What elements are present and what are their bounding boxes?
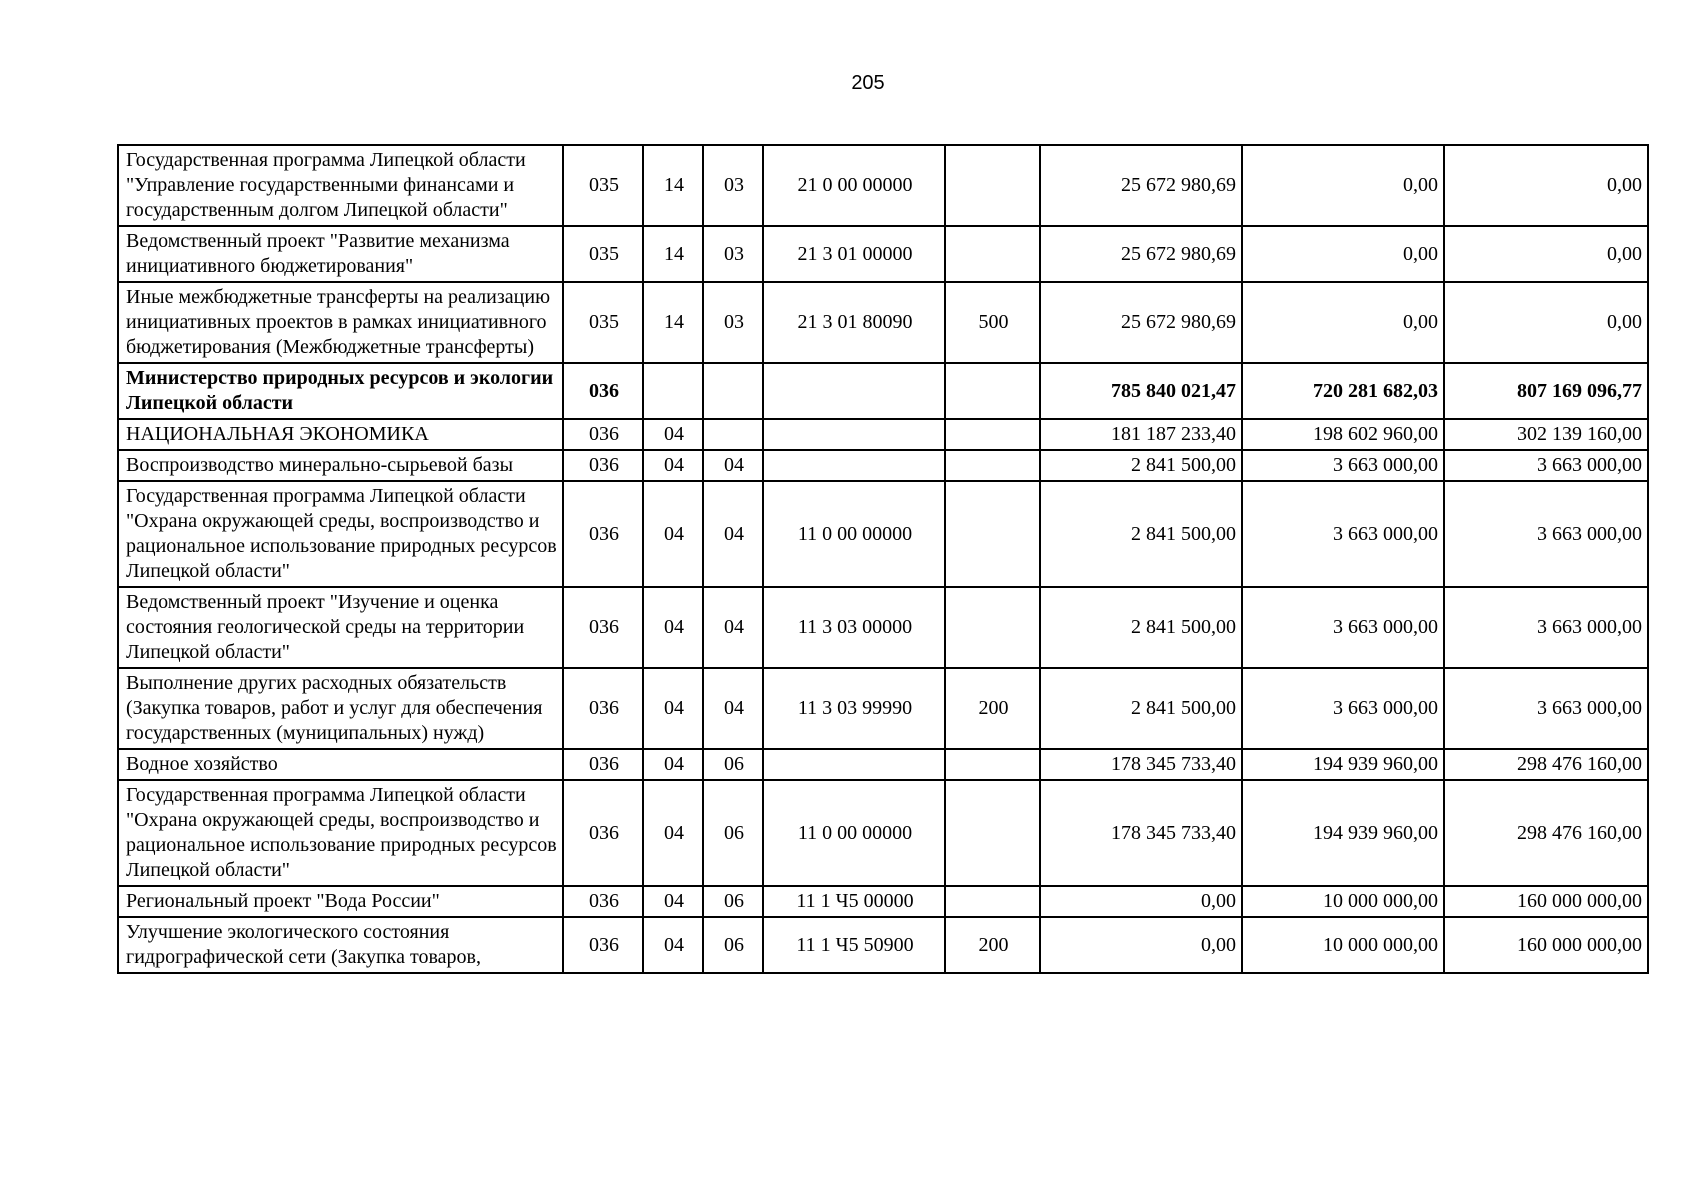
row-rz: 14	[643, 226, 703, 282]
row-name: Министерство природных ресурсов и экологии Липецкой области	[118, 363, 563, 419]
row-grbs: 036	[563, 587, 643, 668]
row-vr	[945, 886, 1040, 917]
row-vr	[945, 145, 1040, 226]
row-pr: 03	[703, 145, 763, 226]
table-row	[118, 749, 1648, 780]
row-sum-3: 160 000 000,00	[1444, 886, 1648, 917]
row-vr	[945, 780, 1040, 886]
row-sum-2: 3 663 000,00	[1242, 668, 1444, 749]
row-rz: 04	[643, 749, 703, 780]
row-grbs: 036	[563, 780, 643, 886]
row-name: Улучшение экологического состояния гидрографической сети (Закупка товаров,	[118, 917, 563, 973]
row-csr	[763, 450, 945, 481]
row-vr: 500	[945, 282, 1040, 363]
row-sum-1: 25 672 980,69	[1040, 226, 1242, 282]
row-sum-2: 198 602 960,00	[1242, 419, 1444, 450]
row-grbs: 036	[563, 668, 643, 749]
row-sum-1: 2 841 500,00	[1040, 450, 1242, 481]
row-grbs: 036	[563, 419, 643, 450]
row-sum-3: 3 663 000,00	[1444, 587, 1648, 668]
row-rz: 14	[643, 145, 703, 226]
row-sum-3: 3 663 000,00	[1444, 668, 1648, 749]
row-sum-2: 3 663 000,00	[1242, 481, 1444, 587]
row-grbs: 035	[563, 145, 643, 226]
row-csr: 11 3 03 99990	[763, 668, 945, 749]
row-csr: 11 1 Ч5 00000	[763, 886, 945, 917]
row-grbs: 036	[563, 450, 643, 481]
row-csr	[763, 419, 945, 450]
row-pr: 03	[703, 282, 763, 363]
row-csr: 21 3 01 80090	[763, 282, 945, 363]
row-rz: 04	[643, 450, 703, 481]
row-name: Ведомственный проект "Изучение и оценка состояния геологической среды на территории Липецкой области"	[118, 587, 563, 668]
row-pr: 03	[703, 226, 763, 282]
row-csr: 11 3 03 00000	[763, 587, 945, 668]
row-sum-2: 194 939 960,00	[1242, 780, 1444, 886]
row-sum-2: 10 000 000,00	[1242, 917, 1444, 973]
row-sum-2: 0,00	[1242, 226, 1444, 282]
row-sum-1: 178 345 733,40	[1040, 749, 1242, 780]
row-csr	[763, 363, 945, 419]
row-pr	[703, 419, 763, 450]
table-row	[118, 450, 1648, 481]
row-sum-1: 2 841 500,00	[1040, 668, 1242, 749]
row-grbs: 036	[563, 749, 643, 780]
row-name: НАЦИОНАЛЬНАЯ ЭКОНОМИКА	[118, 419, 563, 450]
row-sum-2: 194 939 960,00	[1242, 749, 1444, 780]
row-csr: 11 0 00 00000	[763, 780, 945, 886]
row-vr	[945, 363, 1040, 419]
row-grbs: 035	[563, 226, 643, 282]
row-pr: 04	[703, 668, 763, 749]
row-name: Государственная программа Липецкой области "Охрана окружающей среды, воспроизводство и рациональное использование природных ресурсов Липецкой области"	[118, 780, 563, 886]
row-rz: 04	[643, 886, 703, 917]
table-row	[118, 917, 1648, 973]
row-vr	[945, 587, 1040, 668]
row-sum-1: 178 345 733,40	[1040, 780, 1242, 886]
row-rz: 14	[643, 282, 703, 363]
row-name: Выполнение других расходных обязательств (Закупка товаров, работ и услуг для обеспечения государственных (муниципальных) нужд)	[118, 668, 563, 749]
row-sum-2: 10 000 000,00	[1242, 886, 1444, 917]
row-sum-3: 0,00	[1444, 226, 1648, 282]
table-row	[118, 419, 1648, 450]
row-sum-3: 0,00	[1444, 145, 1648, 226]
row-sum-1: 0,00	[1040, 886, 1242, 917]
row-sum-3: 3 663 000,00	[1444, 481, 1648, 587]
row-sum-1: 2 841 500,00	[1040, 587, 1242, 668]
row-name: Воспроизводство минерально-сырьевой базы	[118, 450, 563, 481]
table-row	[118, 226, 1648, 282]
table-row	[118, 587, 1648, 668]
row-pr: 04	[703, 450, 763, 481]
row-sum-3: 807 169 096,77	[1444, 363, 1648, 419]
row-vr	[945, 481, 1040, 587]
row-pr	[703, 363, 763, 419]
table-row	[118, 481, 1648, 587]
row-sum-3: 160 000 000,00	[1444, 917, 1648, 973]
table-row	[118, 668, 1648, 749]
row-grbs: 035	[563, 282, 643, 363]
row-csr: 11 1 Ч5 50900	[763, 917, 945, 973]
row-sum-1: 25 672 980,69	[1040, 145, 1242, 226]
row-rz: 04	[643, 780, 703, 886]
row-sum-2: 0,00	[1242, 282, 1444, 363]
row-vr	[945, 749, 1040, 780]
row-pr: 04	[703, 587, 763, 668]
table-row	[118, 780, 1648, 886]
row-sum-1: 25 672 980,69	[1040, 282, 1242, 363]
row-csr	[763, 749, 945, 780]
row-sum-1: 181 187 233,40	[1040, 419, 1242, 450]
row-pr: 04	[703, 481, 763, 587]
row-grbs: 036	[563, 481, 643, 587]
row-sum-1: 0,00	[1040, 917, 1242, 973]
budget-table	[117, 144, 1649, 974]
row-sum-2: 720 281 682,03	[1242, 363, 1444, 419]
row-name: Государственная программа Липецкой области "Охрана окружающей среды, воспроизводство и рациональное использование природных ресурсов Липецкой области"	[118, 481, 563, 587]
row-grbs: 036	[563, 917, 643, 973]
row-rz: 04	[643, 481, 703, 587]
row-csr: 21 0 00 00000	[763, 145, 945, 226]
row-rz: 04	[643, 917, 703, 973]
page-number: 205	[851, 72, 885, 94]
row-sum-3: 3 663 000,00	[1444, 450, 1648, 481]
row-rz: 04	[643, 419, 703, 450]
row-pr: 06	[703, 886, 763, 917]
row-vr	[945, 419, 1040, 450]
row-pr: 06	[703, 917, 763, 973]
table-row	[118, 145, 1648, 226]
row-sum-3: 0,00	[1444, 282, 1648, 363]
table-row	[118, 282, 1648, 363]
row-pr: 06	[703, 749, 763, 780]
row-sum-1: 2 841 500,00	[1040, 481, 1242, 587]
row-grbs: 036	[563, 363, 643, 419]
row-sum-3: 298 476 160,00	[1444, 780, 1648, 886]
row-name: Региональный проект "Вода России"	[118, 886, 563, 917]
row-sum-2: 0,00	[1242, 145, 1444, 226]
row-sum-2: 3 663 000,00	[1242, 450, 1444, 481]
row-sum-3: 298 476 160,00	[1444, 749, 1648, 780]
row-vr: 200	[945, 668, 1040, 749]
row-vr	[945, 226, 1040, 282]
row-vr	[945, 450, 1040, 481]
row-name: Ведомственный проект "Развитие механизма инициативного бюджетирования"	[118, 226, 563, 282]
row-csr: 11 0 00 00000	[763, 481, 945, 587]
row-sum-3: 302 139 160,00	[1444, 419, 1648, 450]
row-grbs: 036	[563, 886, 643, 917]
row-rz	[643, 363, 703, 419]
row-rz: 04	[643, 668, 703, 749]
table-row-ministry-total	[118, 363, 1648, 419]
row-pr: 06	[703, 780, 763, 886]
row-name: Водное хозяйство	[118, 749, 563, 780]
row-csr: 21 3 01 00000	[763, 226, 945, 282]
row-vr: 200	[945, 917, 1040, 973]
table-row	[118, 886, 1648, 917]
row-sum-1: 785 840 021,47	[1040, 363, 1242, 419]
row-name: Государственная программа Липецкой области "Управление государственными финансами и государственным долгом Липецкой области"	[118, 145, 563, 226]
row-rz: 04	[643, 587, 703, 668]
row-sum-2: 3 663 000,00	[1242, 587, 1444, 668]
row-name: Иные межбюджетные трансферты на реализацию инициативных проектов в рамках инициативного бюджетирования (Межбюджетные трансферты)	[118, 282, 563, 363]
